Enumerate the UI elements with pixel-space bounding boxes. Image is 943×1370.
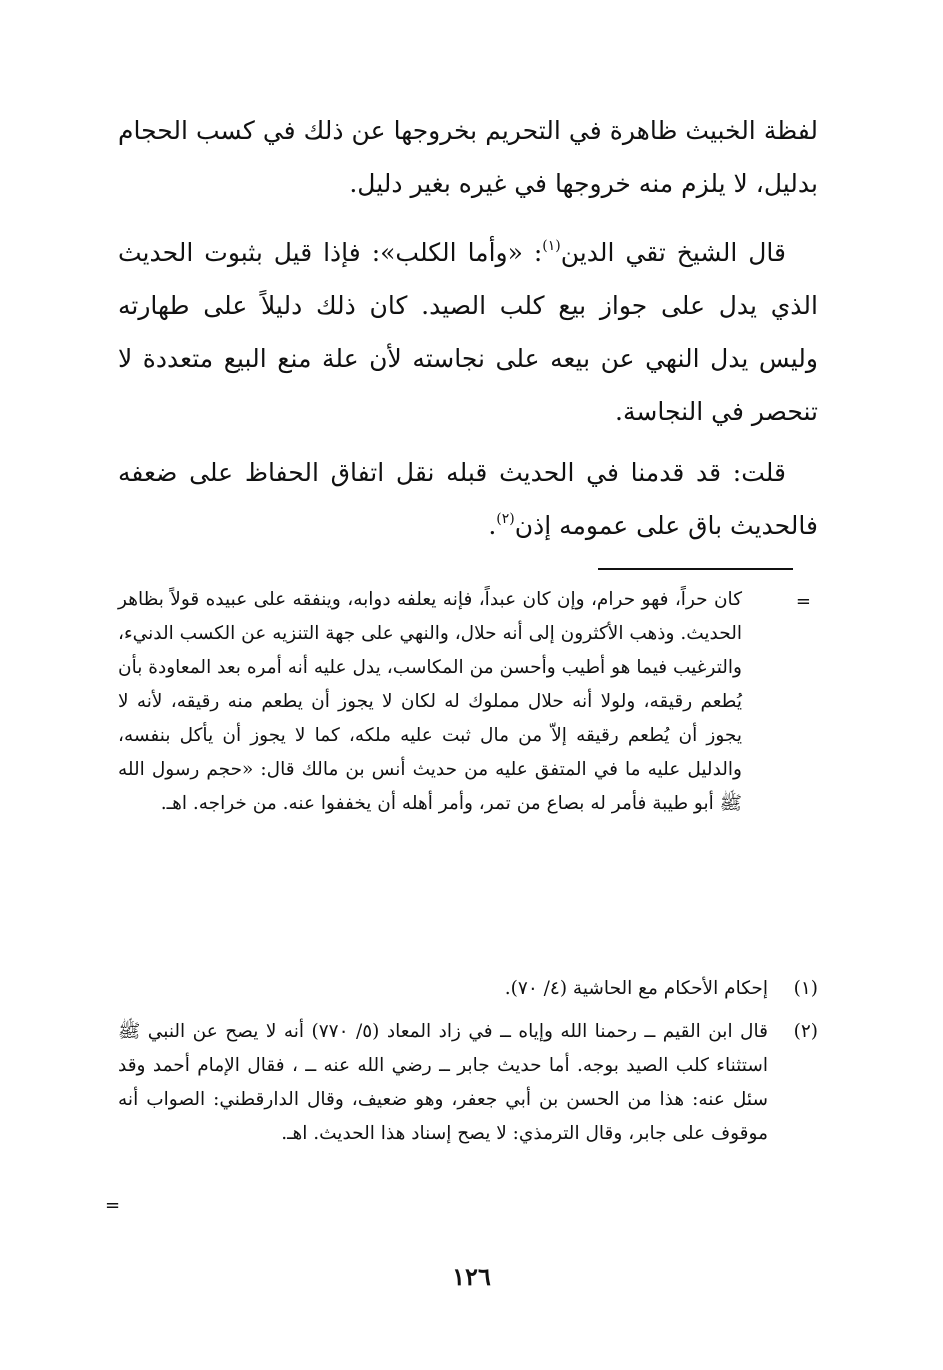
main-paragraph-2 bbox=[118, 226, 818, 438]
footnote-text: قال ابن القيم ــ رحمنا الله وإياه ــ في زاد المعاد (٥/ ٧٧٠) أنه لا يصح عن النبي ﷺ استثناء كلب الصيد بوجه. أما حديث جابر ــ رضي الله عنه ــ ، فقال الإمام أحمد وقد سئل عنه: هذا من الحسن بن أبي جعفر، وهو ضعيف، وقال الدارقطني: الصواب أنه موقوف على جابر، وقال الترمذي: لا يصح إسناد هذا الحديث. اهـ. bbox=[118, 1021, 768, 1144]
main-paragraph-3 bbox=[118, 446, 818, 552]
paragraph-lead: قال الشيخ تقي الدين bbox=[560, 238, 786, 267]
footnote-separator bbox=[598, 568, 793, 570]
paragraph-end: . bbox=[488, 511, 497, 540]
page-number: ١٢٦ bbox=[452, 1262, 491, 1291]
paragraph-rest: : «وأما الكلب»: فإذا قيل بثبوت الحديث الذي يدل على جواز بيع كلب الصيد. كان ذلك دليلاً على طهارته وليس يدل النهي عن بيعه على نجاسته لأن علة منع البيع متعددة لا تنحصر في النجاسة. bbox=[118, 238, 818, 426]
paragraph-text bbox=[118, 226, 818, 438]
continuation-mark: = bbox=[105, 1195, 121, 1216]
footnote-number: (١) bbox=[793, 978, 818, 999]
footnote-ref-2[interactable]: (٢) bbox=[496, 510, 515, 527]
footnote-2 bbox=[118, 1015, 818, 1151]
paragraph-lead: قلت: قد قدمنا في الحديث قبله نقل اتفاق الحفاظ على ضعفه فالحديث باق على عمومه إذن bbox=[118, 458, 818, 540]
footnote-text: إحكام الأحكام مع الحاشية (٤/ ٧٠). bbox=[504, 978, 768, 999]
footnote-ref-1[interactable]: (١) bbox=[542, 237, 561, 254]
footnote-1 bbox=[118, 972, 818, 1006]
paragraph-text: لفظة الخبيث ظاهرة في التحريم بخروجها عن ذلك في كسب الحجام بدليل، لا يلزم منه خروجها في غيره بغير دليل. bbox=[118, 116, 818, 198]
paragraph-text bbox=[118, 446, 818, 552]
continuation-mark: = bbox=[795, 591, 811, 612]
main-paragraph-1 bbox=[118, 104, 818, 210]
footnote-number: (٢) bbox=[793, 1021, 818, 1042]
footnote-continued: كان حراً، فهو حرام، وإن كان عبداً، فإنه يعلفه دوابه، وينفقه على عبيده قولاً بظاهر الحديث. وذهب الأكثرون إلى أنه حلال، والنهي على جهة التنزيه عن الكسب الدنيء، والترغيب فيما هو أطيب وأحسن من المكاسب، يدل عليه أنه أمره بعد المعاودة بأن يُطعم رقيقه، ولولا أنه حلال مملوك له لكان لا يجوز أن يطعم منه رقيقه، لأنه لا يجوز أن يُطعم رقيقه إلاّ من مال ثبت عليه ملكه، كما لا يجوز أن يأكل بنفسه، والدليل عليه ما في المتفق عليه من حديث أنس بن مالك قال: «حجم رسول الله ﷺ أبو طيبة فأمر له بصاع من تمر، وأمر أهله أن يخففوا عنه. من خراجه. اهـ. bbox=[118, 589, 743, 814]
